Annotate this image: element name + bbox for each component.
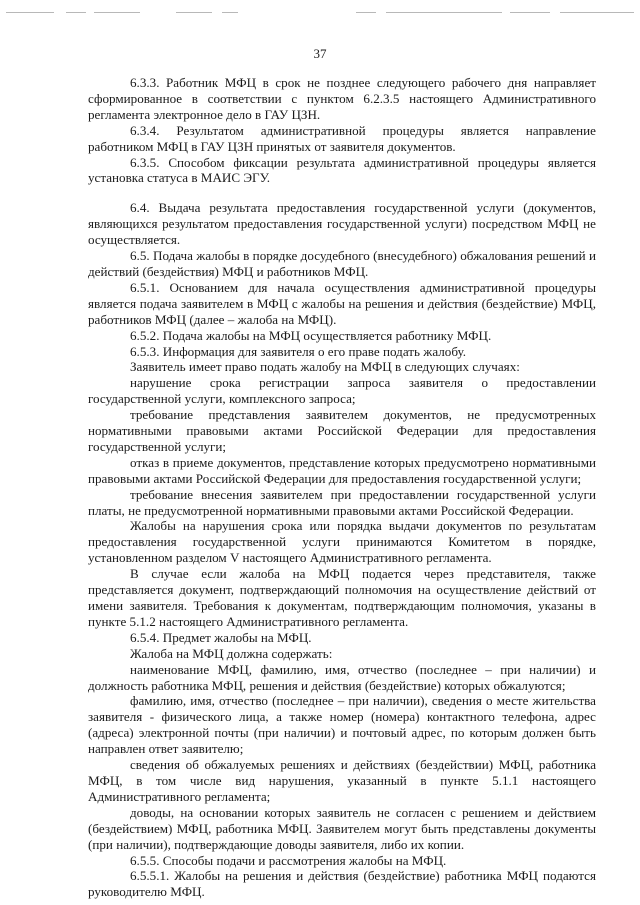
paragraph-6-3-4: 6.3.4. Результатом административной процедуры является направление работником МФЦ в ГАУ ЦЗН принятых от заявителя документов.: [88, 122, 596, 154]
list-item-content-1: наименование МФЦ, фамилию, имя, отчество (последнее – при наличии) и должность работника МФЦ, решения и действия (бездействие) которых обжалуются;: [88, 661, 596, 693]
paragraph-6-5-4: 6.5.4. Предмет жалобы на МФЦ.: [130, 629, 312, 645]
paragraph-complaints-deadline: Жалобы на нарушения срока или порядка выдачи документов по результатам предоставления государственной услуги принимаются Комитетом в порядке, установленном разделом V настоящего Административного регламента.: [88, 518, 596, 566]
paragraph-6-3-3: 6.3.3. Работник МФЦ в срок не позднее следующего рабочего дня направляет сформированное в соответствии с пунктом 6.2.3.5 настоящего Административного регламента электронное дело в ГАУ ЦЗН.: [88, 75, 596, 122]
page-number: 37: [313, 46, 327, 61]
scan-artifact-line: [0, 8, 640, 16]
paragraph-6-5-2: 6.5.2. Подача жалобы на МФЦ осуществляется работнику МФЦ.: [130, 327, 492, 343]
document-body: [88, 75, 596, 900]
paragraph-6-5: 6.5. Подача жалобы в порядке досудебного (внесудебного) обжалования решений и действий (бездействия) МФЦ и работников МФЦ.: [88, 248, 596, 279]
paragraph-6-4: 6.4. Выдача результата предоставления государственной услуги (документов, являющихся результатом предоставления государственной услуги) посредством МФЦ не осуществляется.: [88, 200, 596, 248]
paragraph-complaint-cases-intro: Заявитель имеет право подать жалобу на МФЦ в следующих случаях:: [130, 359, 520, 375]
paragraph-6-3-5: 6.3.5. Способом фиксации результата административной процедуры является установка статуса в МАИС ЭГУ.: [88, 154, 596, 186]
paragraph-complaint-contents-intro: Жалоба на МФЦ должна содержать:: [130, 645, 333, 661]
list-item-content-3: сведения об обжалуемых решениях и действиях (бездействии) МФЦ, работника МФЦ, в том числе вид нарушения, указанный в пункте 5.1.1 настоящего Административного регламента;: [88, 757, 596, 804]
paragraph-6-5-1: 6.5.1. Основанием для начала осуществления административной процедуры является подача заявителем в МФЦ с жалобы на решения и действия (бездействие) МФЦ, работников МФЦ (далее – жалоба на МФЦ).: [88, 279, 596, 327]
list-item-content-4: доводы, на основании которых заявитель не согласен с решением и действием (бездействием) МФЦ, работника МФЦ. Заявителем могут быть представлены документы (при наличии), подтверждающие доводы заявителя, либо их копии.: [88, 804, 596, 852]
paragraph-representative: В случае если жалоба на МФЦ подается через представителя, также представляется документ, подтверждающий полномочия на осуществление действий от имени заявителя. Требования к документам, подтверждающим полномочия, указаны в пункте 5.1.2 настоящего Административного регламента.: [88, 566, 596, 629]
paragraph-6-5-5: 6.5.5. Способы подачи и рассмотрения жалобы на МФЦ.: [130, 852, 447, 868]
paragraph-6-5-5-1: 6.5.5.1. Жалобы на решения и действия (бездействие) работника МФЦ подаются руководителю МФЦ.: [88, 868, 596, 900]
list-item-case-1: нарушение срока регистрации запроса заявителя о предоставлении государственной услуги, комплексного запроса;: [88, 375, 596, 407]
list-item-case-3: отказ в приеме документов, представление которых предусмотрено нормативными правовыми актами Российской Федерации для предоставления государственной услуги;: [88, 454, 596, 486]
paragraph-6-5-3: 6.5.3. Информация для заявителя о его праве подать жалобу.: [130, 343, 467, 359]
list-item-content-2: фамилию, имя, отчество (последнее – при наличии), сведения о месте жительства заявителя - физического лица, а также номер (номера) контактного телефона, адрес (адреса) электронной почты (при наличии) и почтовый адрес, по которым должен быть направлен ответ заявителю;: [88, 693, 596, 757]
list-item-case-4: требование внесения заявителем при предоставлении государственной услуги платы, не предусмотренной нормативными правовыми актами Российской Федерации.: [88, 486, 596, 518]
list-item-case-2: требование представления заявителем документов, не предусмотренных нормативными правовыми актами Российской Федерации для предоставления государственной услуги;: [88, 407, 596, 454]
